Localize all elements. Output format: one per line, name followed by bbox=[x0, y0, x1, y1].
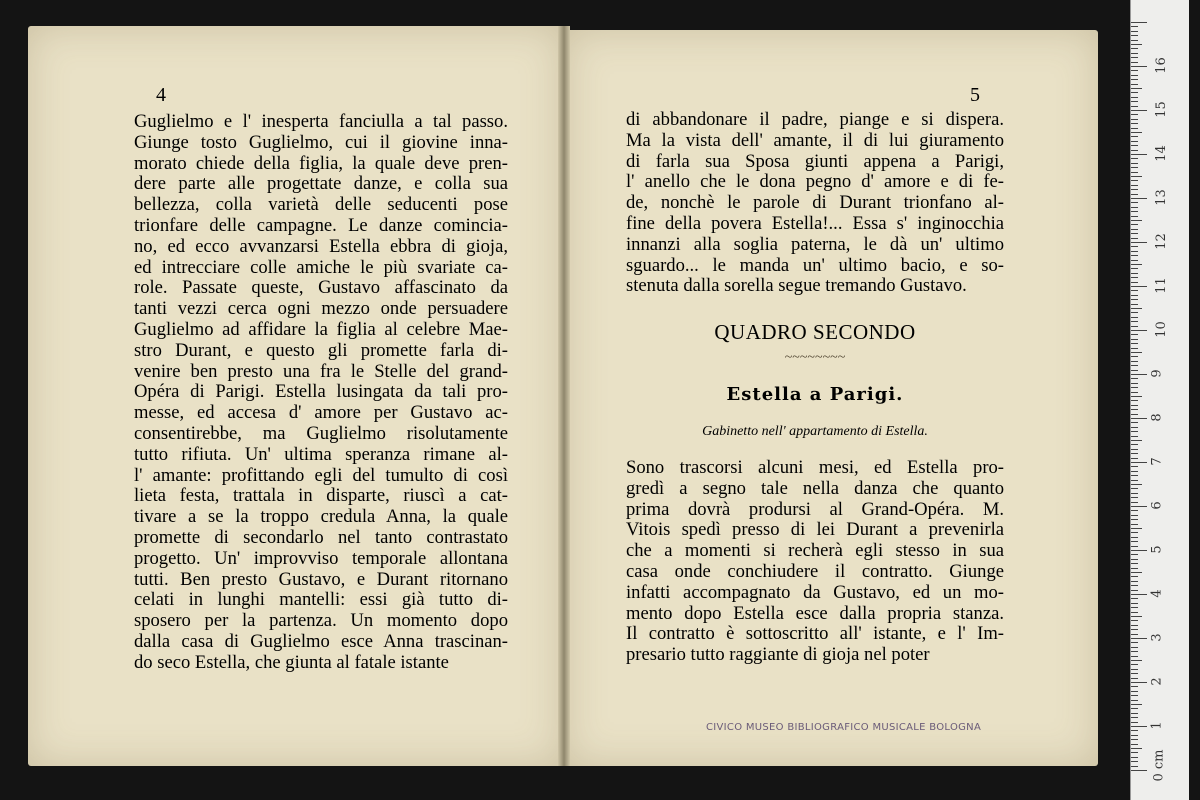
ruler-label: 14 bbox=[1153, 145, 1169, 162]
ruler-tick bbox=[1131, 528, 1142, 529]
text-line: do seco Estella, che giunta al fatale istante bbox=[134, 651, 449, 673]
text-line: Guglielmo e l' inesperta fanciulla a tal passo. bbox=[134, 111, 508, 132]
ruler-tick bbox=[1131, 79, 1138, 80]
ruler-tick bbox=[1131, 172, 1138, 173]
right-page-text-top bbox=[626, 110, 1004, 297]
ruler-tick bbox=[1131, 431, 1138, 432]
ruler-tick bbox=[1131, 493, 1138, 494]
ruler-tick bbox=[1131, 748, 1142, 749]
ruler-tick bbox=[1131, 229, 1138, 230]
ruler-tick bbox=[1131, 744, 1138, 745]
ruler-tick bbox=[1131, 761, 1138, 762]
ruler-tick bbox=[1131, 31, 1138, 32]
ruler-tick bbox=[1131, 154, 1147, 155]
left-page-text bbox=[134, 112, 508, 674]
page-number-left: 4 bbox=[156, 84, 166, 106]
ruler-tick bbox=[1131, 233, 1138, 234]
ruler-tick bbox=[1131, 414, 1138, 415]
ruler-tick bbox=[1131, 700, 1138, 701]
ruler-tick bbox=[1131, 158, 1138, 159]
ruler-tick bbox=[1131, 334, 1138, 335]
text-line: Sono trascorsi alcuni mesi, ed Estella pro- bbox=[626, 457, 1004, 478]
ruler-tick bbox=[1131, 722, 1138, 723]
ruler-tick bbox=[1131, 458, 1138, 459]
ruler-label: 2 bbox=[1149, 677, 1165, 686]
text-line: morato chiede della figlia, la quale deve pren- bbox=[134, 152, 508, 174]
text-line: ed intrecciare colle amiche le più svariate ca- bbox=[134, 256, 508, 278]
text-line: promette di secondarlo nel tanto contrastato bbox=[134, 526, 508, 548]
ruler-tick bbox=[1131, 216, 1138, 217]
ruler-tick bbox=[1131, 26, 1138, 27]
ruler-tick bbox=[1131, 185, 1138, 186]
text-line: Il contratto è sottoscritto all' istante, e l' Im- bbox=[626, 623, 1004, 645]
ruler-tick bbox=[1131, 88, 1142, 89]
ruler-tick bbox=[1131, 422, 1138, 423]
ruler-tick bbox=[1131, 365, 1138, 366]
ruler-tick bbox=[1131, 176, 1142, 177]
ruler-tick bbox=[1131, 502, 1138, 503]
ruler-tick bbox=[1131, 84, 1138, 85]
ruler-tick bbox=[1131, 207, 1138, 208]
text-line: tutto rifiuta. Un' ultima speranza rimane al- bbox=[134, 443, 508, 465]
ruler-tick bbox=[1131, 92, 1138, 93]
text-line: Giunge tosto Guglielmo, cui il giovine inna- bbox=[134, 131, 508, 153]
ruler-tick bbox=[1131, 475, 1138, 476]
ruler-label: 1 bbox=[1149, 721, 1165, 730]
ruler-tick bbox=[1131, 110, 1147, 111]
ruler-tick bbox=[1131, 286, 1147, 287]
ruler-tick bbox=[1131, 396, 1142, 397]
ruler-tick bbox=[1131, 251, 1138, 252]
ruler-tick bbox=[1131, 304, 1138, 305]
ruler-tick bbox=[1131, 273, 1138, 274]
ruler-tick bbox=[1131, 378, 1138, 379]
ruler-tick bbox=[1131, 317, 1138, 318]
ruler-tick bbox=[1131, 66, 1147, 67]
ruler-tick bbox=[1131, 264, 1142, 265]
ruler-label: 3 bbox=[1149, 633, 1165, 642]
ruler-tick bbox=[1131, 770, 1147, 771]
ruler-tick bbox=[1131, 383, 1138, 384]
ruler-tick bbox=[1131, 462, 1147, 463]
text-line: consentirebbe, ma Guglielmo risolutamente bbox=[134, 422, 508, 444]
ruler-tick bbox=[1131, 515, 1138, 516]
text-line: no, ed ecco avvanzarsi Estella ebbra di gioja, bbox=[134, 235, 508, 257]
ruler-tick bbox=[1131, 524, 1138, 525]
ruler-tick bbox=[1131, 246, 1138, 247]
ruler-tick bbox=[1131, 559, 1138, 560]
ruler-tick bbox=[1131, 224, 1138, 225]
ruler-tick bbox=[1131, 387, 1138, 388]
ruler-tick bbox=[1131, 361, 1138, 362]
ruler-tick bbox=[1131, 730, 1138, 731]
ruler-tick bbox=[1131, 739, 1138, 740]
text-line: venire ben presto una fra le Stelle del grand- bbox=[134, 360, 508, 382]
ruler-tick bbox=[1131, 427, 1138, 428]
ruler-tick bbox=[1131, 392, 1138, 393]
ruler-tick bbox=[1131, 550, 1147, 551]
ruler-tick bbox=[1131, 339, 1138, 340]
ruler-tick bbox=[1131, 488, 1138, 489]
text-line: di farla sua Sposa giunti appena a Parigi, bbox=[626, 150, 1004, 172]
ruler-tick bbox=[1131, 106, 1138, 107]
ruler-tick bbox=[1131, 22, 1147, 23]
ruler-tick bbox=[1131, 308, 1142, 309]
ruler-tick bbox=[1131, 713, 1138, 714]
text-line: progetto. Un' improvviso temporale allontana bbox=[134, 547, 508, 569]
ruler-tick bbox=[1131, 444, 1138, 445]
text-line: role. Passate queste, Gustavo affascinato da bbox=[134, 277, 508, 299]
ruler-tick bbox=[1131, 612, 1138, 613]
ruler-tick bbox=[1131, 150, 1138, 151]
text-line: sposero per la partenza. Un momento dopo bbox=[134, 610, 508, 632]
ruler-tick bbox=[1131, 708, 1138, 709]
ruler-tick bbox=[1131, 53, 1138, 54]
ruler-tick bbox=[1131, 480, 1138, 481]
ruler-label: 0 cm bbox=[1151, 749, 1167, 782]
ruler-tick bbox=[1131, 664, 1138, 665]
ruler-tick bbox=[1131, 563, 1138, 564]
ruler-tick bbox=[1131, 114, 1138, 115]
ruler-tick bbox=[1131, 686, 1138, 687]
ruler-label: 15 bbox=[1153, 101, 1169, 118]
ruler-tick bbox=[1131, 268, 1138, 269]
ruler-tick bbox=[1131, 356, 1138, 357]
ruler-tick bbox=[1131, 642, 1138, 643]
text-line: tivare a se la troppo credula Anna, la quale bbox=[134, 506, 508, 528]
ruler-tick bbox=[1131, 717, 1138, 718]
ruler-tick bbox=[1131, 220, 1142, 221]
ruler-tick bbox=[1131, 651, 1138, 652]
ruler-tick bbox=[1131, 348, 1138, 349]
right-page-text-bottom bbox=[626, 458, 1004, 666]
ruler-tick bbox=[1131, 590, 1138, 591]
ruler-tick bbox=[1131, 546, 1138, 547]
ruler-tick bbox=[1131, 660, 1142, 661]
ruler-tick bbox=[1131, 242, 1147, 243]
ruler-tick bbox=[1131, 211, 1138, 212]
ruler-tick bbox=[1131, 436, 1138, 437]
ruler-tick bbox=[1131, 634, 1138, 635]
text-line: dalla casa di Guglielmo esce Anna trascinan- bbox=[134, 630, 508, 652]
book-gutter bbox=[558, 26, 570, 766]
ruler-tick bbox=[1131, 585, 1138, 586]
ruler-tick bbox=[1131, 62, 1138, 63]
ruler-tick bbox=[1131, 598, 1138, 599]
ruler-tick bbox=[1131, 48, 1138, 49]
text-line: prima dovrà prodursi al Grand-Opéra. M. bbox=[626, 498, 1004, 520]
ruler-tick bbox=[1131, 119, 1138, 120]
text-line: dere parte alle progettate danze, e colla sua bbox=[134, 173, 508, 195]
ruler-tick bbox=[1131, 70, 1138, 71]
ruler-tick bbox=[1131, 405, 1138, 406]
ruler-tick bbox=[1131, 440, 1142, 441]
ruler-label: 6 bbox=[1149, 501, 1165, 510]
text-line: bellezza, colla varietà delle seducenti pose bbox=[134, 194, 508, 216]
ruler-tick bbox=[1131, 101, 1138, 102]
ruler-tick bbox=[1131, 682, 1147, 683]
ruler-label: 11 bbox=[1153, 277, 1169, 294]
text-line: celati in lunghi mantelli: essi già tutto di- bbox=[134, 589, 508, 611]
ruler-tick bbox=[1131, 330, 1147, 331]
ruler-tick bbox=[1131, 656, 1138, 657]
text-line: mento dopo Estella esce dalla propria stanza. bbox=[626, 602, 1004, 624]
text-line: innanzi alla soglia paterna, le dà un' ultimo bbox=[626, 233, 1004, 255]
text-line: messe, ed accesa d' amore per Gustavo ac- bbox=[134, 402, 508, 424]
ruler-label: 8 bbox=[1149, 413, 1165, 422]
ruler-tick bbox=[1131, 484, 1142, 485]
ruler-tick bbox=[1131, 400, 1138, 401]
ruler-tick bbox=[1131, 167, 1138, 168]
ruler-label: 9 bbox=[1149, 369, 1165, 378]
ornament-divider: ~~~~~~~~ bbox=[784, 350, 846, 365]
measurement-ruler bbox=[1130, 0, 1189, 800]
ruler-tick bbox=[1131, 625, 1138, 626]
ruler-tick bbox=[1131, 453, 1138, 454]
text-line: de, nonchè le parole di Durant trionfano al- bbox=[626, 192, 1004, 214]
ruler-tick bbox=[1131, 409, 1138, 410]
text-line: di abbandonare il padre, piange e si dispera. bbox=[626, 109, 1004, 130]
ruler-tick bbox=[1131, 541, 1138, 542]
ruler-tick bbox=[1131, 163, 1138, 164]
text-line: tanti vezzi cerca ogni mezzo onde persuadere bbox=[134, 298, 508, 320]
ruler-tick bbox=[1131, 370, 1138, 371]
ruler-tick bbox=[1131, 603, 1138, 604]
ruler-tick bbox=[1131, 202, 1138, 203]
ruler-label: 16 bbox=[1153, 57, 1169, 74]
ruler-tick bbox=[1131, 568, 1138, 569]
text-line: Opéra di Parigi. Estella lusingata da tali pro- bbox=[134, 381, 508, 403]
text-line: stro Durant, e questo gli promette farla di- bbox=[134, 339, 508, 361]
ruler-tick bbox=[1131, 537, 1138, 538]
ruler-tick bbox=[1131, 374, 1147, 375]
text-line: tutti. Ben presto Gustavo, e Durant ritornano bbox=[134, 568, 508, 590]
ruler-tick bbox=[1131, 554, 1138, 555]
text-line: Guglielmo ad affidare la figlia al celebre Mae- bbox=[134, 318, 508, 340]
ruler-tick bbox=[1131, 629, 1138, 630]
ruler-tick bbox=[1131, 752, 1138, 753]
ruler-tick bbox=[1131, 418, 1147, 419]
section-title: Estella a Parigi. bbox=[726, 384, 904, 405]
ruler-tick bbox=[1131, 57, 1138, 58]
text-line: che a momenti si recherà egli stesso in sua bbox=[626, 540, 1004, 562]
ruler-tick bbox=[1131, 343, 1138, 344]
scene-description: Gabinetto nell' appartamento di Estella. bbox=[702, 424, 928, 439]
ruler-tick bbox=[1131, 510, 1138, 511]
ruler-tick bbox=[1131, 691, 1138, 692]
ruler-tick bbox=[1131, 497, 1138, 498]
ruler-label: 10 bbox=[1153, 321, 1169, 338]
ruler-tick bbox=[1131, 326, 1138, 327]
ruler-tick bbox=[1131, 35, 1138, 36]
ruler-tick bbox=[1131, 581, 1138, 582]
text-line: Vitois spedì presso di lei Durant a prevenirla bbox=[626, 519, 1004, 541]
ruler-tick bbox=[1131, 44, 1142, 45]
ruler-tick bbox=[1131, 506, 1147, 507]
ruler-tick bbox=[1131, 312, 1138, 313]
ruler-tick bbox=[1131, 238, 1138, 239]
ruler-label: 4 bbox=[1149, 589, 1165, 598]
text-line: presario tutto raggiante di gioja nel poter bbox=[626, 644, 930, 666]
ruler-tick bbox=[1131, 616, 1142, 617]
ruler-tick bbox=[1131, 321, 1138, 322]
ruler-tick bbox=[1131, 145, 1138, 146]
ruler-tick bbox=[1131, 726, 1147, 727]
ruler-tick bbox=[1131, 189, 1138, 190]
ruler-tick bbox=[1131, 97, 1138, 98]
text-line: l' amante: profittando egli del tumulto di così bbox=[134, 464, 508, 486]
ruler-tick bbox=[1131, 277, 1138, 278]
ruler-label: 12 bbox=[1153, 233, 1169, 250]
ruler-tick bbox=[1131, 572, 1142, 573]
ruler-tick bbox=[1131, 132, 1142, 133]
ruler-tick bbox=[1131, 255, 1138, 256]
text-line: trionfare delle campagne. Le danze comincia- bbox=[134, 214, 508, 236]
ruler-tick bbox=[1131, 449, 1138, 450]
ruler-tick bbox=[1131, 735, 1138, 736]
ruler-tick bbox=[1131, 128, 1138, 129]
ruler-tick bbox=[1131, 260, 1138, 261]
ruler-tick bbox=[1131, 352, 1142, 353]
ruler-tick bbox=[1131, 766, 1138, 767]
ruler-tick bbox=[1131, 282, 1138, 283]
page-number-right: 5 bbox=[970, 84, 980, 106]
ruler-tick bbox=[1131, 136, 1138, 137]
section-heading: QUADRO SECONDO bbox=[714, 320, 916, 344]
ruler-tick bbox=[1131, 194, 1138, 195]
ruler-tick bbox=[1131, 532, 1138, 533]
ruler-label: 5 bbox=[1149, 545, 1165, 554]
ruler-tick bbox=[1131, 647, 1138, 648]
ruler-tick bbox=[1131, 471, 1138, 472]
ruler-tick bbox=[1131, 198, 1147, 199]
ruler-tick bbox=[1131, 141, 1138, 142]
ruler-tick bbox=[1131, 75, 1138, 76]
ruler-label: 7 bbox=[1149, 457, 1165, 466]
text-line: stenuta dalla sorella segue tremando Gustavo. bbox=[626, 275, 967, 297]
ruler-tick bbox=[1131, 695, 1138, 696]
text-line: l' anello che le dona pegno d' amore e di fe- bbox=[626, 171, 1004, 193]
ruler-tick bbox=[1131, 466, 1138, 467]
ruler-tick bbox=[1131, 123, 1138, 124]
ruler-tick bbox=[1131, 678, 1138, 679]
ruler-label: 13 bbox=[1153, 189, 1169, 206]
ruler-tick bbox=[1131, 290, 1138, 291]
text-line: infatti accompagnato da Gustavo, ed un mo- bbox=[626, 581, 1004, 603]
ruler-tick bbox=[1131, 620, 1138, 621]
library-stamp: CIVICO MUSEO BIBLIOGRAFICO MUSICALE BOLOGNA bbox=[706, 722, 982, 733]
text-line: gredì a segno tale nella danza che quanto bbox=[626, 477, 1004, 499]
ruler-tick bbox=[1131, 669, 1138, 670]
ruler-tick bbox=[1131, 519, 1138, 520]
ruler-tick bbox=[1131, 295, 1138, 296]
ruler-tick bbox=[1131, 704, 1142, 705]
text-line: Ma la vista dell' amante, il di lui giuramento bbox=[626, 129, 1004, 151]
text-line: fine della povera Estella!... Essa s' inginocchia bbox=[626, 212, 1004, 234]
ruler-tick bbox=[1131, 40, 1138, 41]
text-line: lieta festa, trattala in disparte, riuscì a cat- bbox=[134, 485, 508, 507]
ruler-tick bbox=[1131, 673, 1138, 674]
text-line: casa onde conchiudere il contratto. Giunge bbox=[626, 560, 1004, 582]
ruler-tick bbox=[1131, 638, 1147, 639]
text-line: sguardo... le manda un' ultimo bacio, e so- bbox=[626, 254, 1004, 276]
ruler-tick bbox=[1131, 757, 1138, 758]
ruler-tick bbox=[1131, 180, 1138, 181]
ruler-tick bbox=[1131, 594, 1147, 595]
ruler-tick bbox=[1131, 576, 1138, 577]
ruler-tick bbox=[1131, 299, 1138, 300]
ruler-tick bbox=[1131, 607, 1138, 608]
